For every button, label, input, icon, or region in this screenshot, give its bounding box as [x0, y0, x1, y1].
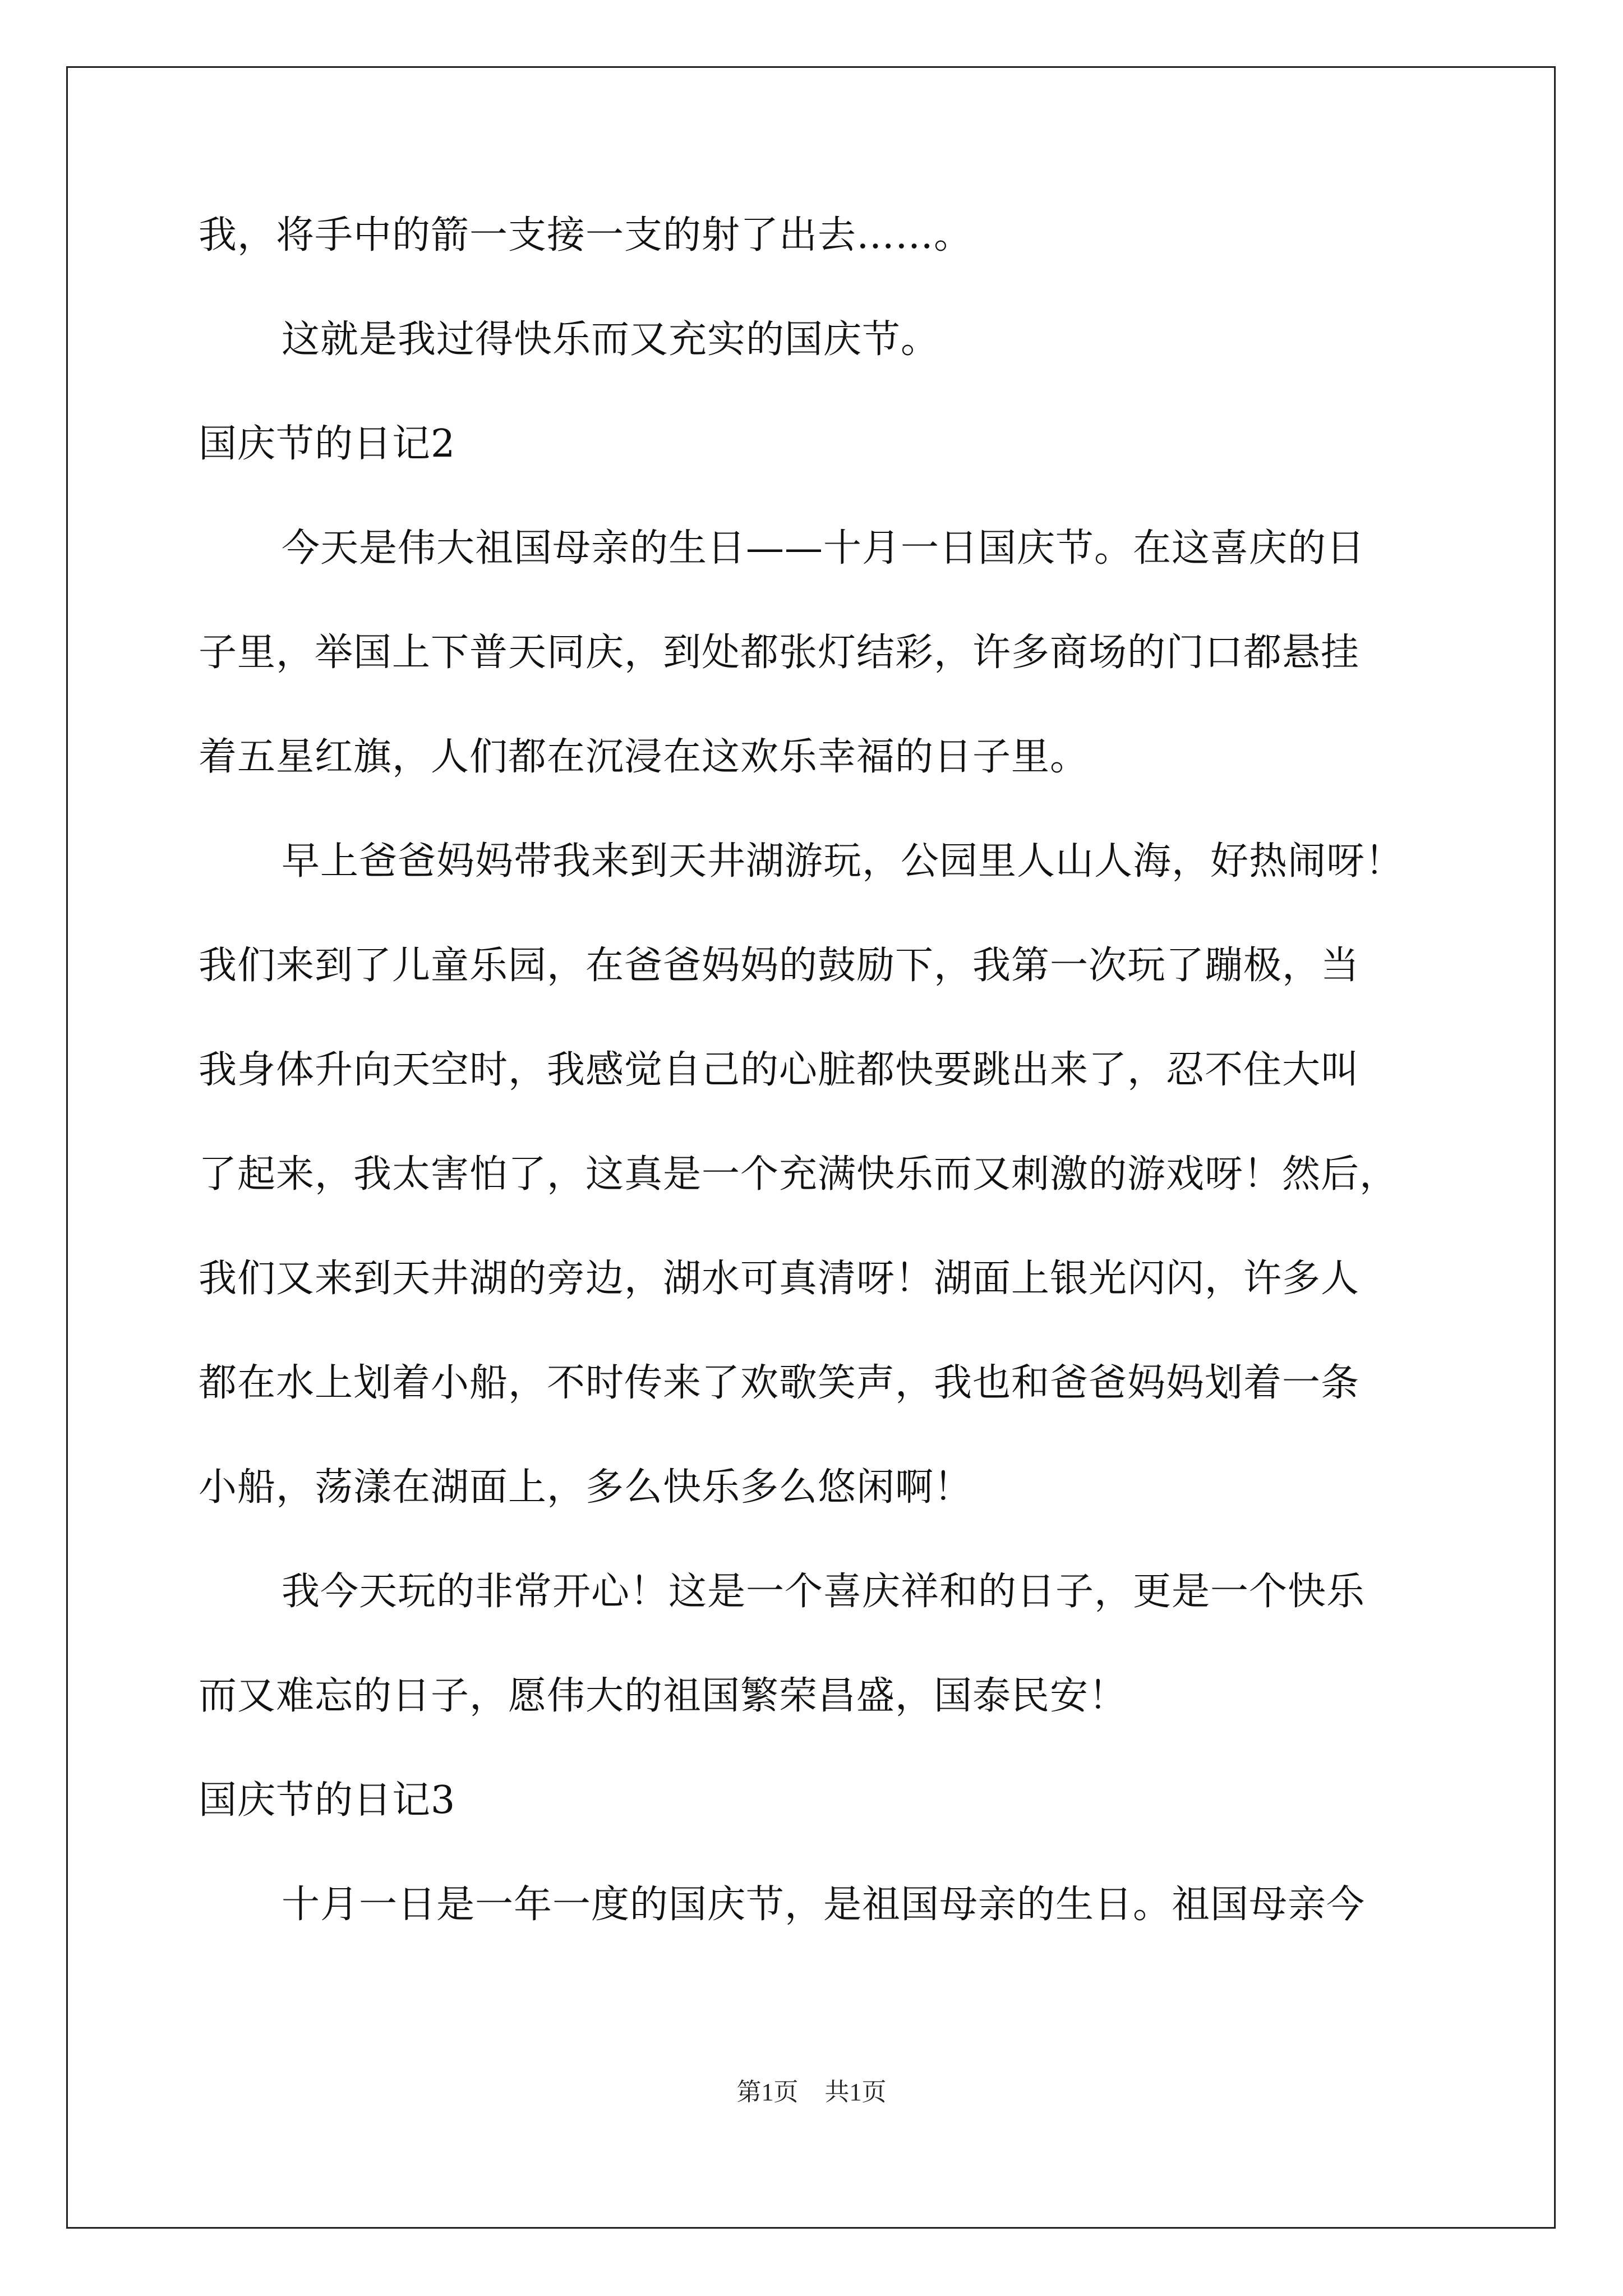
paragraph-line: 子里，举国上下普天同庆，到处都张灯结彩，许多商场的门口都悬挂	[199, 631, 1360, 675]
paragraph-line: 我今天玩的非常开心！这是一个喜庆祥和的日子，更是一个快乐	[282, 1570, 1366, 1614]
paragraph-line: 这就是我过得快乐而又充实的国庆节。	[282, 318, 940, 362]
paragraph-line: 我们又来到天井湖的旁边，湖水可真清呀！湖面上银光闪闪，许多人	[199, 1257, 1360, 1301]
page-number: 第1页	[736, 2078, 799, 2106]
paragraph-line: 十月一日是一年一度的国庆节，是祖国母亲的生日。祖国母亲今	[282, 1883, 1366, 1927]
paragraph-line: 今天是伟大祖国母亲的生日——十月一日国庆节。在这喜庆的日	[282, 526, 1366, 570]
paragraph-line: 我身体升向天空时，我感觉自己的心脏都快要跳出来了，忍不住大叫	[199, 1048, 1360, 1092]
page-footer	[0, 2076, 1623, 2109]
paragraph-line: 了起来，我太害怕了，这真是一个充满快乐而又刺激的游戏呀！然后，	[199, 1152, 1399, 1197]
page-total: 共1页	[824, 2078, 887, 2106]
paragraph-line: 着五星红旗，人们都在沉浸在这欢乐幸福的日子里。	[199, 735, 1089, 779]
paragraph-line: 我们来到了儿童乐园，在爸爸妈妈的鼓励下，我第一次玩了蹦极，当	[199, 944, 1360, 988]
paragraph-line: 而又难忘的日子，愿伟大的祖国繁荣昌盛，国泰民安！	[199, 1674, 1128, 1718]
paragraph-line: 小船，荡漾在湖面上，多么快乐多么悠闲啊！	[199, 1465, 973, 1510]
paragraph-line: 我，将手中的箭一支接一支的射了出去……。	[199, 213, 973, 257]
paragraph-line: 早上爸爸妈妈带我来到天井湖游玩，公园里人山人海，好热闹呀！	[282, 839, 1404, 884]
paragraph-line: 都在水上划着小船，不时传来了欢歌笑声，我也和爸爸妈妈划着一条	[199, 1361, 1360, 1405]
section-heading: 国庆节的日记2	[199, 422, 456, 466]
section-heading: 国庆节的日记3	[199, 1778, 456, 1823]
